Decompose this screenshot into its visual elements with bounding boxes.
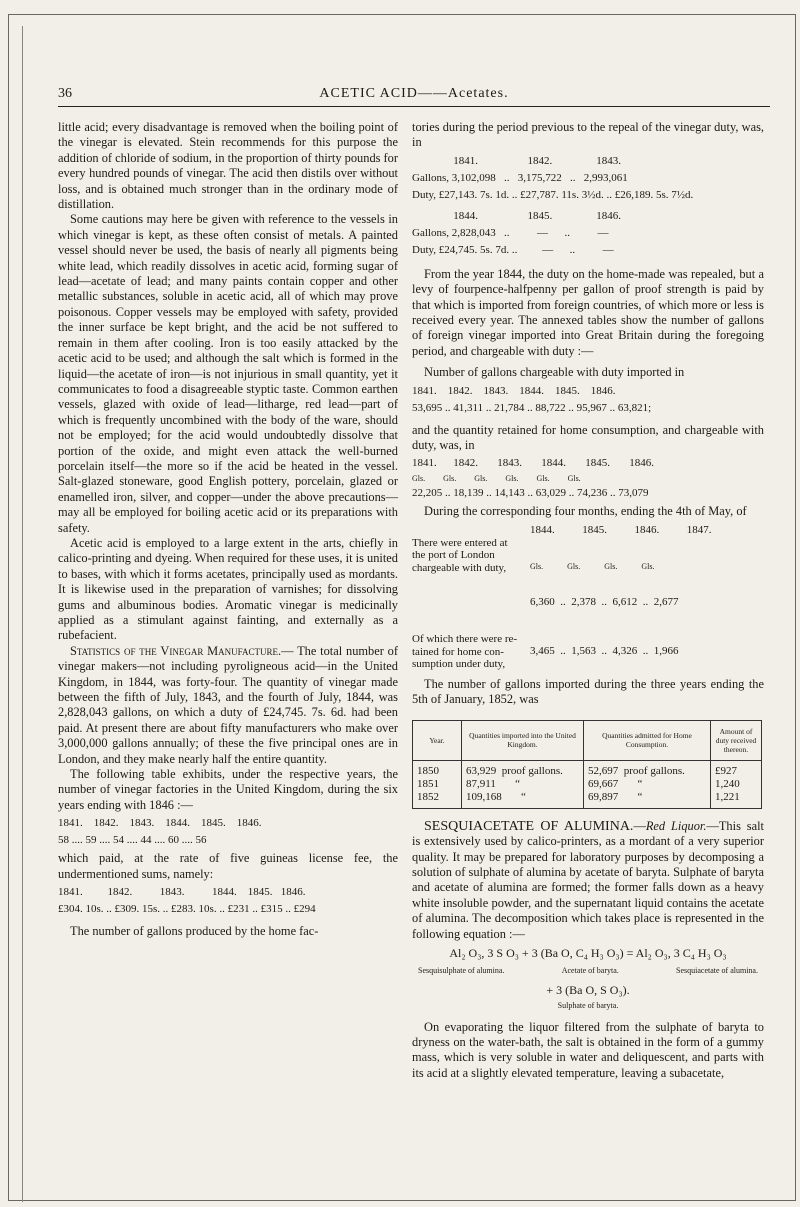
imported-years: 1841. 1842. 1843. 1844. 1845. 1846. [412,384,616,397]
duty-years-1: 1841. 1842. 1843. [412,154,621,167]
left-column [58,120,398,940]
imported-values: 53,695 .. 41,311 .. 21,784 .. 88,722 .. 95,967 .. 63,821; [412,401,652,414]
paragraph: tories during the period previous to the repeal of the vinegar duty, was, in [412,120,764,150]
page-number: 36 [58,86,72,101]
duty-gallons-2: Gallons, 2,828,043 .. — .. — [412,226,609,239]
retained-years: 1841. 1842. 1843. 1844. 1845. 1846. [412,457,654,470]
duty-amount-1: Duty, £27,143. 7s. 1d. .. £27,787. 11s. 3½d. .. £26,189. 5s. 7½d. [412,188,694,201]
imports-table [412,720,762,809]
paragraph: On evaporating the liquor filtered from the sulphate of baryta to dryness on the water-bath, the salt is obtained in the form of a gummy mass, which is very soluble in water and deliquescent, and parts with its acid at a slightly elevated temperature, leaving a subacetate, [412,1019,764,1080]
months-row-retained [412,633,764,671]
table-header: Amount of duty received thereon. [711,720,762,760]
retained-values: 22,205 .. 18,139 .. 14,143 .. 63,029 .. 74,236 .. 73,079 [412,487,649,500]
paragraph: SESQUIACETATE OF ALUMINA.—Red Liquor.—This salt is extensively used by calico-printers, as a mordant of a very superior quality. It may be prepared for laboratory purposes by decomposing a solution of sulphate of alumina by acetate of baryta. Sulphate of baryta and acetate of alumina are formed; the former falls down as a heavy white insoluble powder, and the supernatant liquid contains the acetate of alumina. The decomposition which takes place is represented in the following equation :— [412,818,764,941]
chemical-equation-cont: + 3 (Ba O, S O₃). [546,982,630,997]
paragraph: Number of gallons chargeable with duty imported in [424,365,685,380]
months-years: 1844. 1845. 1846. 1847. [530,523,712,536]
paragraph: Some cautions may here be given with reference to the vessels in which vinegar is kept, as these often consist of metals. A painted vessel should never be used, the basis of nearly all pigments being white lead, which readily dissolves in acetic acid, forming sugar of lead—acetate of lead; and many paints contain copper and other metallic substances, soluble in acetic acid, all of which may prove poisonous. Copper vessels may be employed with safety, provided the inner surface be kept bright, and the acid be not suffered to remain in them after cooling. Iron is too easily attacked by the acetic acid to be used; and although the salt which is formed in the liquid—the acetate of iron—is not injurious in small quantity, yet it communicates to food a disagreeable styptic taste. Common earthen vessels, glazed with oxide of lead—litharge, red lead—part of which is frequently uncombined with the body of the ware, should not be employed; for the acid would undoubtedly dissolve that portion of the oxide, and might even attack the well-burned porcelain itself—the more so if the acid be heated in the vessel. Salt-glazed stoneware, good English pottery, porcelain, glazed or enamelled iron, silver, and copper—under the above precautions—may all be employed for boiling acetic acid or its preparations with safety. [58,212,398,535]
fees-values: £304. 10s. .. £309. 15s. .. £283. 10s. .. £231 .. £315 .. £294 [58,903,316,916]
table-row: 1850 63,929 proof gallons. 52,697 proof gallons. £927 [413,760,762,778]
paragraph: and the quantity retained for home consumption, and chargeable with duty, was, in [412,422,764,453]
retained-units: Gls. Gls. Gls. Gls. Gls. Gls. [412,474,581,484]
equation-labels: Sesquisulphate of alumina. Acetate of baryta. Sesquiacetate of alumina. [418,966,758,976]
row-label: the port of London [412,549,495,562]
paragraph: Acetic acid is employed to a large extent in the arts, chiefly in calico-printing and dyeing. When required for these uses, it is united to bases, with which it forms acetates, principally used as mordants. It is likewise used in the preparation of varnishes; for dissolving gums and albuminous bodies. Aromatic vinegar is medicinally applied as a stimulant against fainting, and externally as a rubefacient. [58,535,398,643]
months-row-entered [412,537,764,634]
table-header: Quantities imported into the United Kingdom. [462,720,584,760]
paragraph: The number of gallons produced by the home fac- [70,924,319,939]
italic-term: Red Liquor. [645,818,707,833]
running-header [58,86,770,107]
row-values: 6,360 .. 2,378 .. 6,612 .. 2,677 [530,595,679,608]
page-title: ACETIC ACID——Acetates. [319,86,509,101]
row-label: sumption under duty, [412,658,506,671]
paragraph: Statistics of the Vinegar Manufacture.— The total number of vinegar makers—not including pyroligneous acid—in the United Kingdom, in 1844, was forty-four. The quantity of vinegar made between the fifth of July, 1843, and the fourth of July, 1844, was 2,828,043 gallons, on which a duty of £24,745. 7s. 6d. had been paid. At present there are about fifty manufacturers who make over 3,000,000 gallons annually; of these the five principal ones are in London, and they make nearly half the entire quantity. [58,643,398,766]
row-label: chargeable with duty, [412,561,507,574]
paragraph: During the corresponding four months, ending the 4th of May, of [424,504,747,519]
section-heading: SESQUIACETATE OF ALUMINA. [424,818,634,834]
row-label: Of which there were re- [412,633,518,646]
duty-amount-2: Duty, £24,745. 5s. 7d. .. — .. — [412,243,614,256]
paragraph: From the year 1844, the duty on the home-made was repealed, but a levy of fourpence-halfpenny per gallon of proof strength is paid by that which is imported from foreign countries, of which more or less is received every year. The annexed tables show the number of gallons of foreign vinegar imported into Great Britain during the foregoing period, and chargeable with duty :— [412,266,764,358]
paragraph: little acid; every disadvantage is removed when the boiling point of the vinegar is elevated. Stein recommends for this purpose the addition of chloride of sodium, in the proportion of thirty pounds for every hundred pounds of vinegar. The acid then distils over without loss, and is obtained much stronger than in the ordinary mode of distillation. [58,120,399,212]
fees-years: 1841. 1842. 1843. 1844. 1845. 1846. [58,886,306,899]
table-row: 1851 87,911 “ 69,667 “ 1,240 [413,778,762,791]
paragraph: The number of gallons imported during the three years ending the 5th of January, 1852, was [412,676,764,707]
table-header: Quantities admitted for Home Consumption. [584,720,711,760]
paragraph: which paid, at the rate of five guineas license fee, the undermentioned sums, namely: [58,851,398,881]
factories-values: 58 .... 59 .... 54 .... 44 .... 60 .... 56 [58,834,207,847]
equation-label: Sulphate of baryta. [557,1001,619,1011]
section-heading: Statistics of the Vinegar Manufacture.— [70,643,294,658]
paragraph: The following table exhibits, under the respective years, the number of vinegar factories in the United Kingdom, during the six years ending with 1846 :— [58,767,398,812]
months-units: Gls. Gls. Gls. Gls. [530,561,655,571]
row-label: tained for home con- [412,645,504,658]
row-label: There were entered at [412,536,508,549]
chemical-equation: Al₂ O₃, 3 S O₃ + 3 (Ba O, C₄ H₃ O₃) = Al₂ O₃, 3 C₄ H₃ O₃ [449,945,727,960]
table-row: 1852 109,168 “ 69,897 “ 1,221 [413,791,762,809]
duty-years-2: 1844. 1845. 1846. [412,209,621,222]
right-column [412,120,764,1081]
factories-years: 1841. 1842. 1843. 1844. 1845. 1846. [58,817,262,830]
duty-gallons-1: Gallons, 3,102,098 .. 3,175,722 .. 2,993,061 [412,171,628,184]
row-values: 3,465 .. 1,563 .. 4,326 .. 1,966 [530,645,679,658]
table-header: Year. [413,720,462,760]
